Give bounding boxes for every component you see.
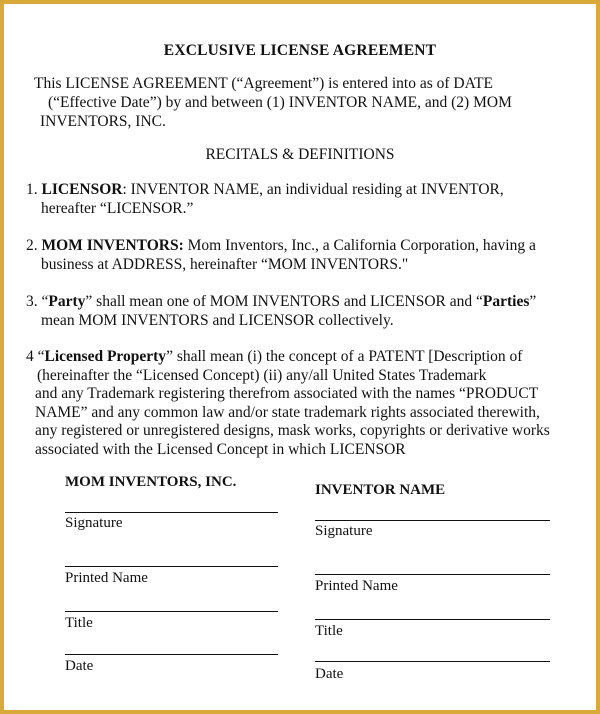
intro-line-1: This LICENSE AGREEMENT (“Agreement”) is entered into as of DATE	[34, 75, 494, 92]
date-line[interactable]	[65, 654, 278, 655]
definition-item-4-line-6: associated with the Licensed Concept in which LICENSOR	[35, 440, 406, 458]
defined-term: LICENSOR	[41, 181, 123, 198]
signature-label: Signature	[315, 523, 373, 539]
title-line[interactable]	[65, 611, 278, 612]
definition-item-1	[26, 181, 586, 218]
item-number: 3. “	[26, 293, 49, 310]
title-label: Title	[65, 615, 93, 631]
printed-name-line[interactable]	[315, 574, 550, 575]
definition-item-3	[26, 293, 586, 330]
intro-line-3: INVENTORS, INC.	[40, 113, 166, 130]
date-line[interactable]	[315, 661, 550, 662]
definition-item-4-line-2: (hereinafter the “Licensed Concept) (ii) any/all United States Trademark	[37, 366, 487, 384]
definition-item-2	[26, 237, 586, 274]
item-text: : INVENTOR NAME, an individual residing at INVENTOR,	[122, 181, 504, 198]
date-label: Date	[65, 658, 94, 674]
intro-line-2: (“Effective Date”) by and between (1) INVENTOR NAME, and (2) MOM	[48, 94, 512, 111]
title-label: Title	[315, 623, 343, 639]
item-number: 2.	[26, 237, 42, 254]
definition-item-3-line-1	[26, 293, 586, 312]
definition-item-4	[26, 348, 586, 459]
defined-term-2: Parties	[482, 293, 530, 310]
definition-item-1-line-1	[26, 181, 586, 200]
item-number: 4 “	[26, 348, 45, 365]
signature-block-heading: MOM INVENTORS, INC.	[65, 474, 237, 490]
signature-line[interactable]	[315, 520, 550, 521]
definition-item-4-line-3: and any Trademark registering therefrom associated with the names “PRODUCT	[35, 385, 539, 402]
section-heading: RECITALS & DEFINITIONS	[205, 146, 395, 163]
definition-item-4-line-1	[26, 348, 586, 367]
definition-item-4-line-4: NAME” and any common law and/or state trademark rights associated therewith,	[35, 403, 540, 421]
document-page	[4, 4, 596, 710]
definition-item-2-line-1	[26, 237, 586, 256]
signature-line[interactable]	[65, 512, 278, 513]
item-text: Mom Inventors, Inc., a California Corporation, having a	[183, 237, 536, 254]
title-line[interactable]	[315, 619, 550, 620]
printed-name-line[interactable]	[65, 566, 278, 567]
defined-term: Licensed Property	[44, 348, 167, 365]
item-text: ” shall mean one of MOM INVENTORS and LICENSOR and “	[85, 293, 483, 310]
definition-item-1-line-2: hereafter “LICENSOR.”	[41, 199, 194, 217]
document-title: EXCLUSIVE LICENSE AGREEMENT	[163, 42, 437, 59]
intro-paragraph	[34, 74, 574, 131]
signature-block-heading: INVENTOR NAME	[315, 482, 446, 498]
date-label: Date	[315, 666, 344, 682]
item-number: 1.	[26, 181, 42, 198]
defined-term: Party	[48, 293, 86, 310]
defined-term: MOM INVENTORS:	[41, 237, 184, 254]
printed-name-label: Printed Name	[315, 578, 398, 594]
signature-label: Signature	[65, 515, 123, 531]
definition-item-3-line-2: mean MOM INVENTORS and LICENSOR collectively.	[41, 311, 394, 329]
item-text: ” shall mean (i) the concept of a PATENT [Description of	[166, 348, 523, 365]
definition-item-2-line-2: business at ADDRESS, hereinafter “MOM INVENTORS."	[41, 255, 409, 273]
item-text-end: ”	[529, 293, 537, 310]
definition-item-4-line-5: any registered or unregistered designs, mask works, copyrights or derivative works	[35, 422, 550, 439]
printed-name-label: Printed Name	[65, 570, 148, 586]
